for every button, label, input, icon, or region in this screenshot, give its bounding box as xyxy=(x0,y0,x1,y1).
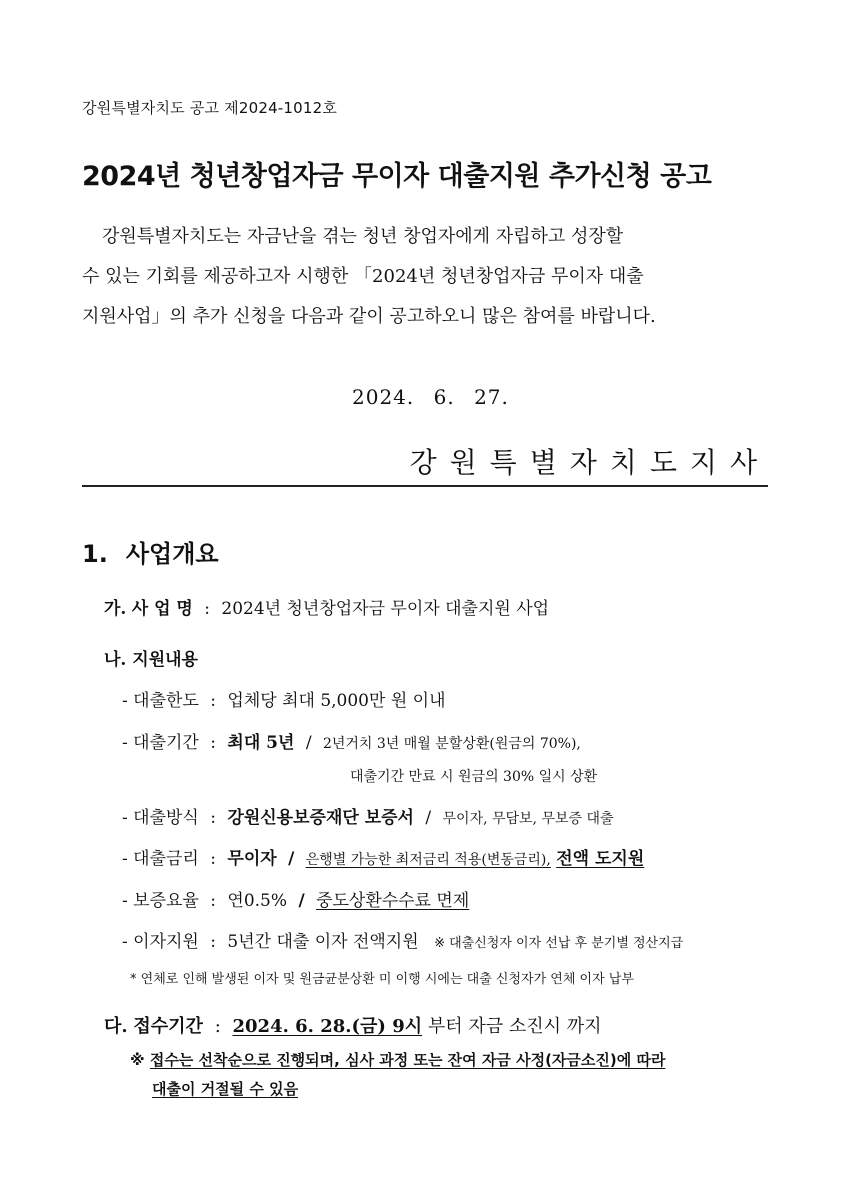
intro-line: 수 있는 기회를 제공하고자 시행한 「2024년 청년창업자금 무이자 대출 xyxy=(82,266,644,287)
detail-note: ※ 대출신청자 이자 선납 후 분기별 정산지급 xyxy=(434,936,684,951)
application-start: 2024. 6. 28.(금) 9시 xyxy=(232,1016,423,1037)
dash: - xyxy=(122,932,128,952)
item-marker: 나. xyxy=(104,650,127,670)
detail-bold: 최대 5년 xyxy=(227,733,295,753)
detail-value: 5년간 대출 이자 전액지원 xyxy=(227,932,419,952)
detail-label: 이자지원 xyxy=(133,932,199,952)
slash: / xyxy=(288,849,295,869)
intro-line: 지원사업」의 추가 신청을 다음과 같이 공고하오니 많은 참여를 바랍니다. xyxy=(82,306,656,327)
divider xyxy=(82,485,768,487)
item-label: 접수기간 xyxy=(133,1016,203,1037)
footnote: * 연체로 인해 발생된 이자 및 원금균분상환 미 이행 시에는 대출 신청자가 연체 이자 납부 xyxy=(130,972,634,987)
item-label: 지원내용 xyxy=(132,650,198,670)
detail-text: 2년거치 3년 매월 분할상환(원금의 70%), xyxy=(322,736,581,752)
detail-bold: 무이자 xyxy=(227,849,277,869)
slash: / xyxy=(298,891,305,911)
detail-loan-limit xyxy=(122,686,446,711)
dash: - xyxy=(122,849,128,869)
dash: - xyxy=(122,733,128,753)
section-heading xyxy=(82,534,219,569)
detail-label: 대출방식 xyxy=(133,808,199,828)
colon: : xyxy=(210,691,216,711)
section-number: 1. xyxy=(82,540,108,568)
intro-line: 강원특별자치도는 자금난을 겪는 청년 창업자에게 자립하고 성장할 xyxy=(102,226,624,247)
section-title: 사업개요 xyxy=(125,540,219,568)
colon: : xyxy=(210,849,216,869)
detail-loan-rate xyxy=(122,844,644,869)
colon: : xyxy=(214,1016,221,1037)
item-support-content xyxy=(104,645,198,670)
item-application-period xyxy=(104,1012,602,1038)
detail-label: 대출기간 xyxy=(133,733,199,753)
dash: - xyxy=(122,691,128,711)
page-title: 2024년 청년창업자금 무이자 대출지원 추가신청 공고 xyxy=(82,161,712,192)
detail-label: 대출금리 xyxy=(133,849,199,869)
notice-number: 강원특별자치도 공고 제2024-1012호 xyxy=(82,99,338,117)
intro-paragraph xyxy=(82,217,772,337)
detail-bold: 강원신용보증재단 보증서 xyxy=(227,808,414,828)
application-end: 부터 자금 소진시 까지 xyxy=(427,1016,602,1037)
detail-value: 업체당 최대 5,000만 원 이내 xyxy=(227,691,446,711)
date-month: 6. xyxy=(433,385,455,409)
notice-date xyxy=(352,385,521,409)
detail-label: 보증요율 xyxy=(133,891,199,911)
detail-text: 무이자, 무담보, 무보증 대출 xyxy=(442,811,614,827)
detail-value: 연0.5% xyxy=(227,891,288,911)
colon: : xyxy=(204,599,210,619)
item-marker: 가. xyxy=(104,599,127,619)
detail-bold-underlined: 전액 도지원 xyxy=(556,849,645,869)
detail-loan-period xyxy=(122,728,581,753)
detail-underlined: 은행별 가능한 최저금리 적용(변동금리), xyxy=(305,852,551,868)
colon: : xyxy=(210,891,216,911)
detail-loan-method xyxy=(122,803,614,828)
slash: / xyxy=(425,808,432,828)
item-value: 2024년 청년창업자금 무이자 대출지원 사업 xyxy=(221,599,550,619)
detail-interest-support xyxy=(122,927,683,952)
note-mark: ※ xyxy=(130,1051,145,1069)
item-marker: 다. xyxy=(104,1016,128,1037)
date-year: 2024. xyxy=(352,385,415,409)
slash: / xyxy=(305,733,312,753)
colon: : xyxy=(210,808,216,828)
colon: : xyxy=(210,932,216,952)
detail-underlined: 중도상환수수료 면제 xyxy=(316,891,470,911)
item-label: 사 업 명 xyxy=(131,599,193,619)
issuer-name: 강원특별자치도지사 xyxy=(409,446,770,479)
dash: - xyxy=(122,808,128,828)
application-note xyxy=(130,1049,665,1070)
colon: : xyxy=(210,733,216,753)
detail-guarantee-rate xyxy=(122,886,469,911)
application-note-cont: 대출이 거절될 수 있음 xyxy=(152,1080,299,1098)
note-text: 접수는 선착순으로 진행되며, 심사 과정 또는 잔여 자금 사정(자금소진)에 따라 xyxy=(149,1051,666,1069)
item-business-name xyxy=(104,594,549,619)
dash: - xyxy=(122,891,128,911)
date-day: 27. xyxy=(474,385,509,409)
detail-loan-period-cont: 대출기간 만료 시 원금의 30% 일시 상환 xyxy=(350,769,598,785)
detail-label: 대출한도 xyxy=(133,691,199,711)
